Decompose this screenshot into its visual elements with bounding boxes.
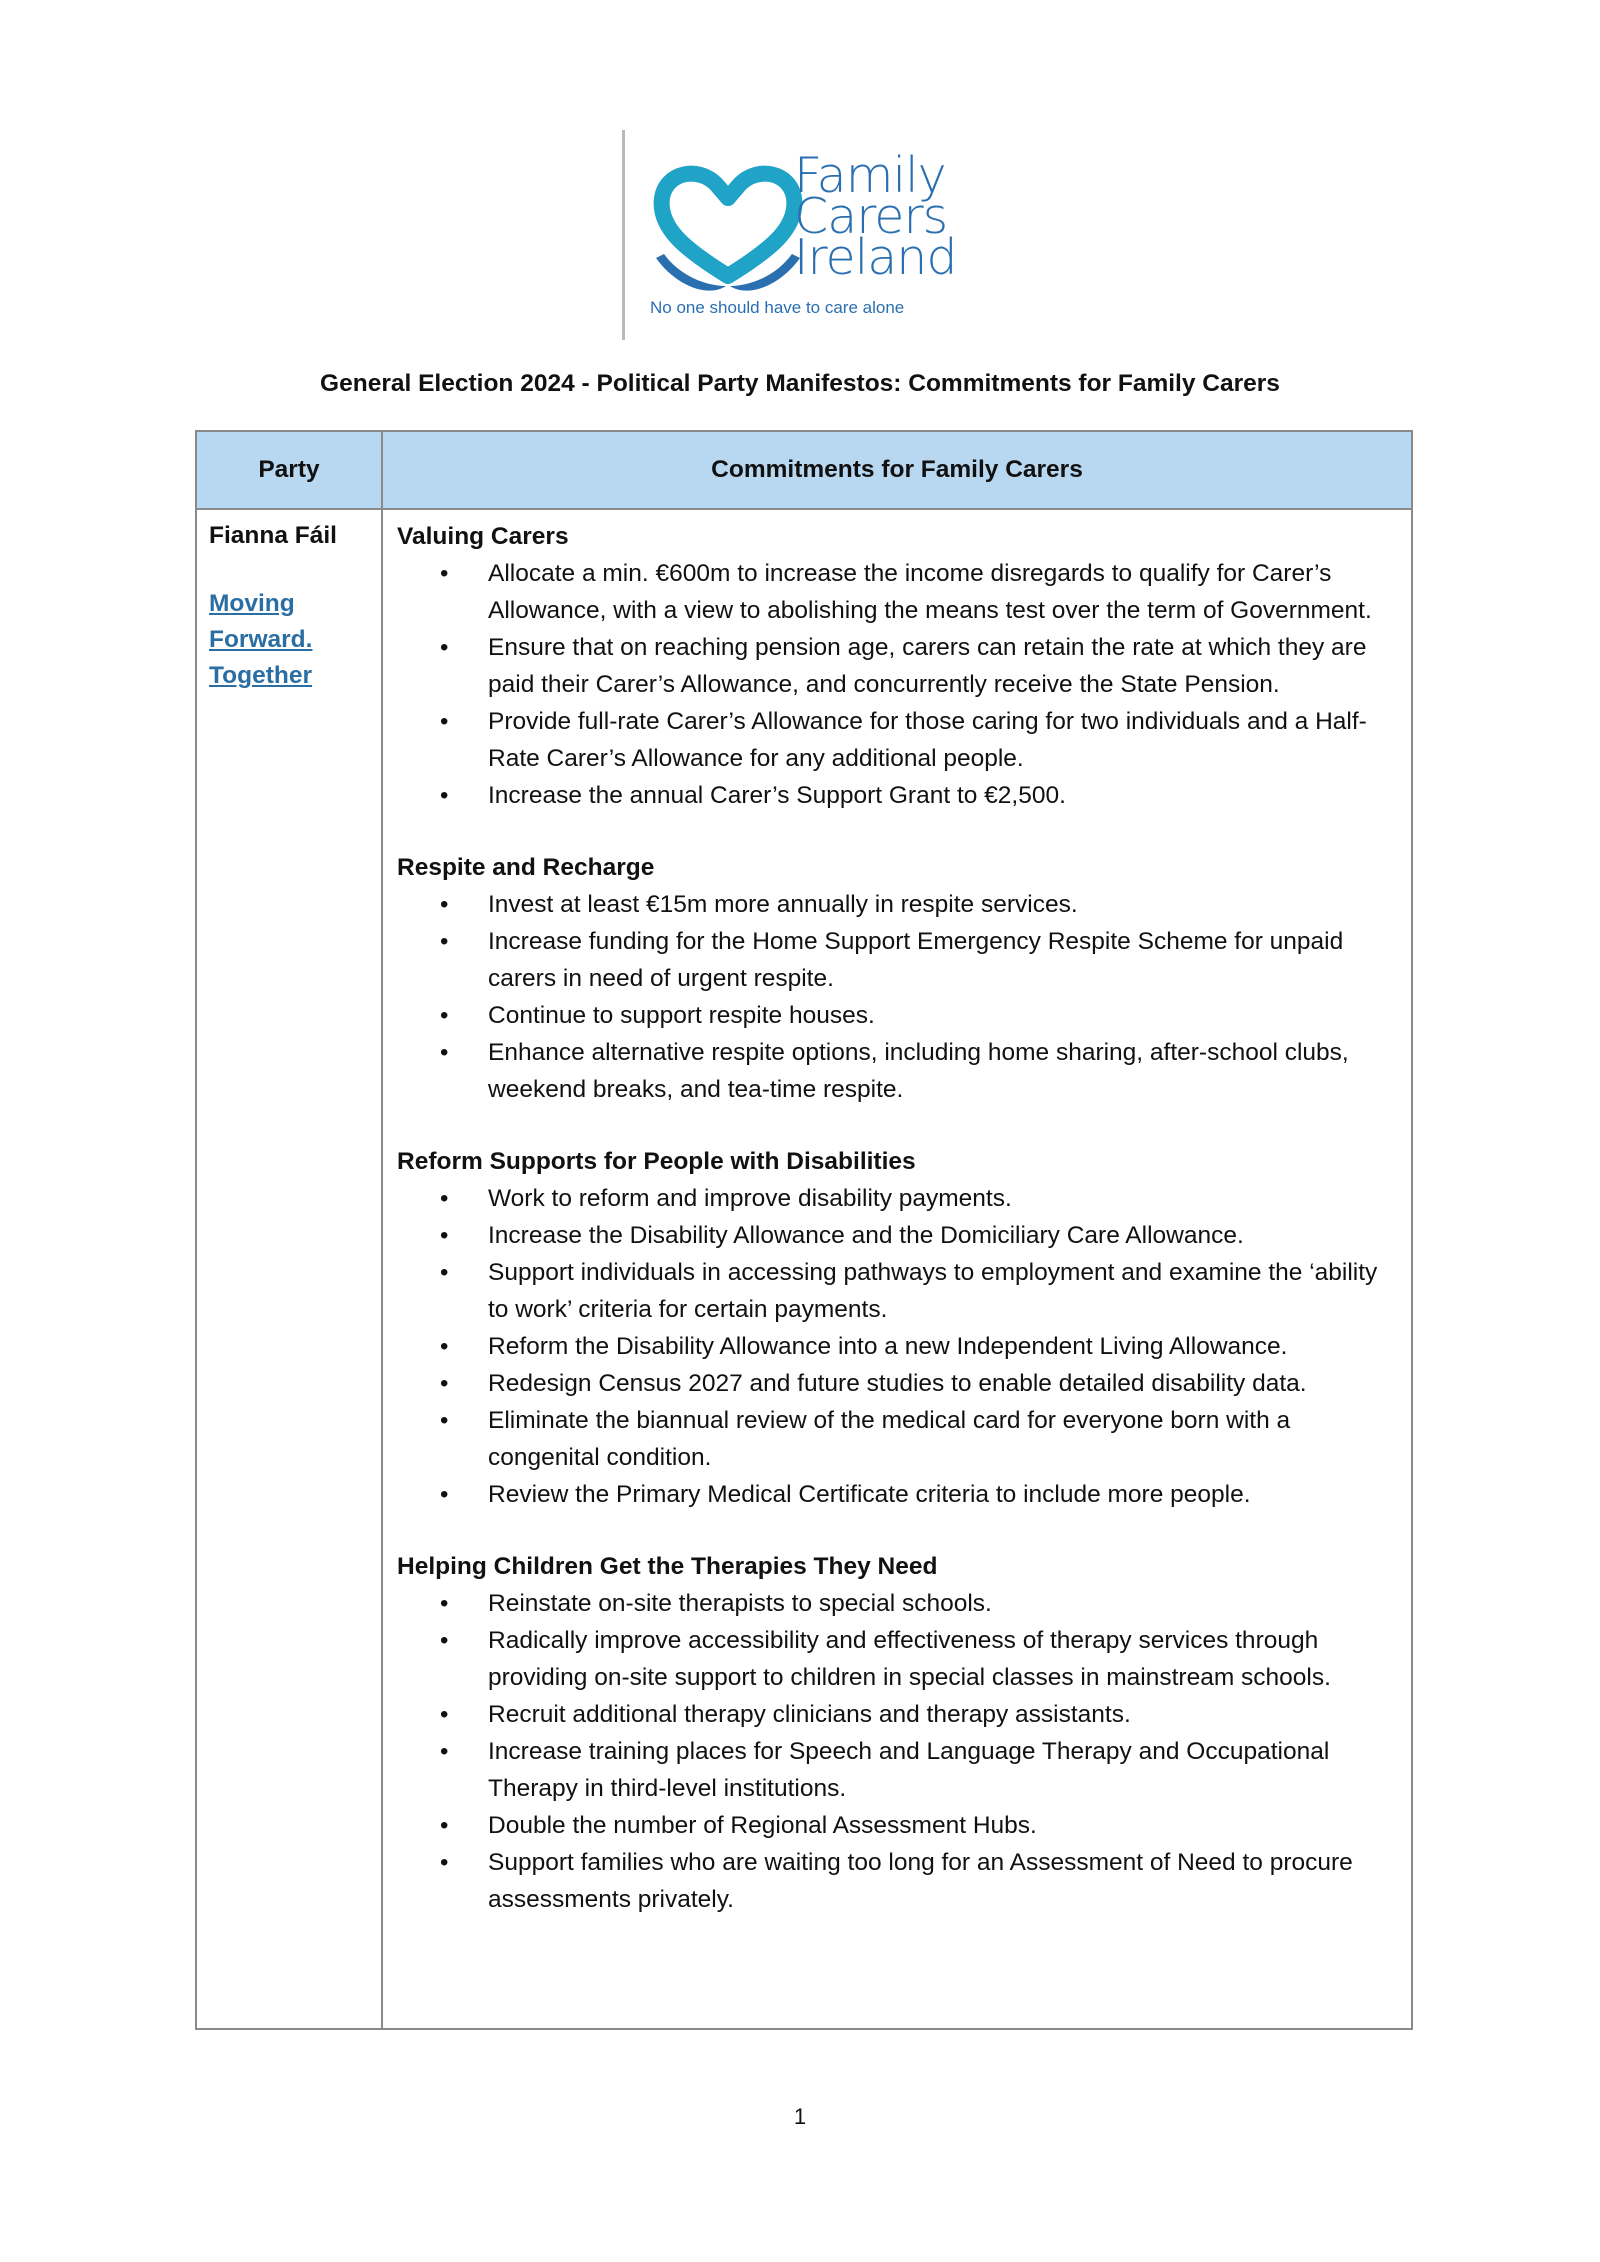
commitment-list [397,1180,1397,1513]
list-item: • Work to reform and improve disability payments. [397,1180,1397,1217]
list-item: • Enhance alternative respite options, including home sharing, after-school clubs, weekend breaks, and tea-time respite. [397,1034,1397,1108]
list-item: • Support individuals in accessing pathways to employment and examine the ‘ability to work’ criteria for certain payments. [397,1254,1397,1328]
logo-divider [622,130,625,340]
section-heading: Valuing Carers [397,523,569,550]
column-header-commitments: Commitments for Family Carers [382,431,1412,509]
section-heading: Helping Children Get the Therapies They Need [397,1553,938,1580]
list-item: • Support families who are waiting too long for an Assessment of Need to procure assessments privately. [397,1844,1397,1918]
list-item: • Redesign Census 2027 and future studies to enable detailed disability data. [397,1365,1397,1402]
page-number: 1 [793,2104,807,2129]
list-item: • Ensure that on reaching pension age, carers can retain the rate at which they are paid their Carer’s Allowance, and concurrently receive the State Pension. [397,629,1397,703]
commitments-cell [382,509,1412,2029]
list-item: • Invest at least €15m more annually in respite services. [397,886,1397,923]
list-item: • Increase the annual Carer’s Support Grant to €2,500. [397,777,1397,814]
list-item: • Recruit additional therapy clinicians and therapy assistants. [397,1696,1397,1733]
heart-hands-icon [646,158,811,308]
list-item: • Increase funding for the Home Support Emergency Respite Scheme for unpaid carers in need of urgent respite. [397,923,1397,997]
logo-wordmark [794,147,957,286]
list-item: • Reform the Disability Allowance into a new Independent Living Allowance. [397,1328,1397,1365]
section-valuing-carers [397,518,1397,814]
document-title: General Election 2024 - Political Party Manifestos: Commitments for Family Carers [320,370,1280,397]
commitment-list [397,886,1397,1108]
list-item: • Continue to support respite houses. [397,997,1397,1034]
list-item: • Allocate a min. €600m to increase the income disregards to qualify for Carer’s Allowance, with a view to abolishing the means test over the term of Government. [397,555,1397,629]
list-item: • Eliminate the biannual review of the medical card for everyone born with a congenital condition. [397,1402,1397,1476]
list-item: • Double the number of Regional Assessment Hubs. [397,1807,1397,1844]
list-item: • Review the Primary Medical Certificate criteria to include more people. [397,1476,1397,1513]
section-children-therapies [397,1548,1397,1918]
logo-word: Family [794,147,946,204]
family-carers-ireland-logo [622,130,972,340]
list-item: • Radically improve accessibility and effectiveness of therapy services through providing on-site support to children in special classes in mainstream schools. [397,1622,1397,1696]
manifesto-commitments-table [195,430,1413,2030]
logo-word: Ireland [794,229,957,286]
table-row [196,509,1412,2029]
list-item: • Increase the Disability Allowance and the Domiciliary Care Allowance. [397,1217,1397,1254]
section-disability-supports [397,1143,1397,1513]
logo-word: Carers [794,188,948,245]
party-name: Fianna Fáil [209,522,337,549]
logo-tagline: No one should have to care alone [650,298,905,317]
column-header-party: Party [196,431,382,509]
manifesto-link[interactable]: Moving Forward. Together [209,590,313,689]
list-item: • Reinstate on-site therapists to special schools. [397,1585,1397,1622]
table-header-row [196,431,1412,509]
list-item: • Provide full-rate Carer’s Allowance for those caring for two individuals and a Half-Rate Carer’s Allowance for any additional people. [397,703,1397,777]
commitment-list [397,555,1397,814]
section-heading: Reform Supports for People with Disabilities [397,1148,916,1175]
list-item: • Increase training places for Speech and Language Therapy and Occupational Therapy in third-level institutions. [397,1733,1397,1807]
section-respite-and-recharge [397,849,1397,1108]
commitment-list [397,1585,1397,1918]
party-cell [196,509,382,2029]
section-heading: Respite and Recharge [397,854,655,881]
